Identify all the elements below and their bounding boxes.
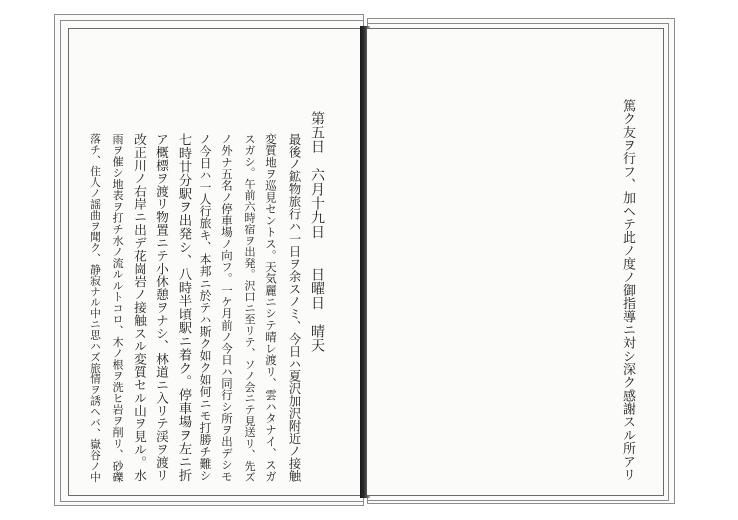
entry-date: 六月十九日: [309, 167, 325, 239]
text-line: 雨ヲ催シ地表ヲ打チ水ノ流ルルトコロ、木ノ根ヲ洗ヒ岩ヲ削リ、砂礫: [111, 133, 124, 483]
entry-number: 第五日: [309, 111, 325, 154]
text-line: 落チ、住人ノ謡曲ヲ聞ク、静寂ナル中ニ思ハズ旅情ヲ誘ヘバ、嶽谷ノ中: [89, 133, 102, 483]
text-line: 篤ク友ヲ行フ、加ヘテ此ノ度ノ御指導ニ対シ深ク感謝スル所アリ: [620, 99, 635, 482]
text-line: ノ今日ハ一人行旅キ、本邦ニ於テハ斯ク如ク如何ニモ打勝チ難シ: [198, 133, 212, 482]
right-page: [367, 28, 664, 496]
left-page: [68, 28, 364, 496]
entry-heading: [305, 111, 329, 352]
text-line: 最後ノ鉱物旅行ハ一日ヲ余スノミ、今日ハ夏沢加沢附近ノ接触: [287, 133, 301, 483]
text-line: 七時廿分駅ヲ出発シ、八時半頃駅ニ着ク。停車場ヲ左ニ折: [176, 133, 191, 482]
text-line: スガシ。午前六時宿ヲ出発。沢口ニ至リテ、ソノ会ニテ見送リ、先ズ: [243, 133, 256, 483]
text-line: ノ外ナ五名ノ停車場ノ向フ。一ケ月前ノ今日ハ同行シ所ヲ出デシモ: [220, 133, 234, 483]
text-line: 改正川ノ右岸ニ出デ花崗岩ノ接触スル変質セル山ヲ見ル。水: [132, 133, 147, 482]
entry-weather: 晴天: [309, 324, 325, 353]
entry-weekday: 日曜日: [309, 267, 325, 310]
text-line: 変質地ヲ巡見セントス。天気麗ニシテ晴レ渡リ、雲ハタナイ、スガ: [264, 133, 278, 483]
text-line: ア概標ヲ渡リ物置ニテ小休憩ヲナシ、林道ニ入リテ渓ヲ渡リ: [154, 133, 169, 482]
